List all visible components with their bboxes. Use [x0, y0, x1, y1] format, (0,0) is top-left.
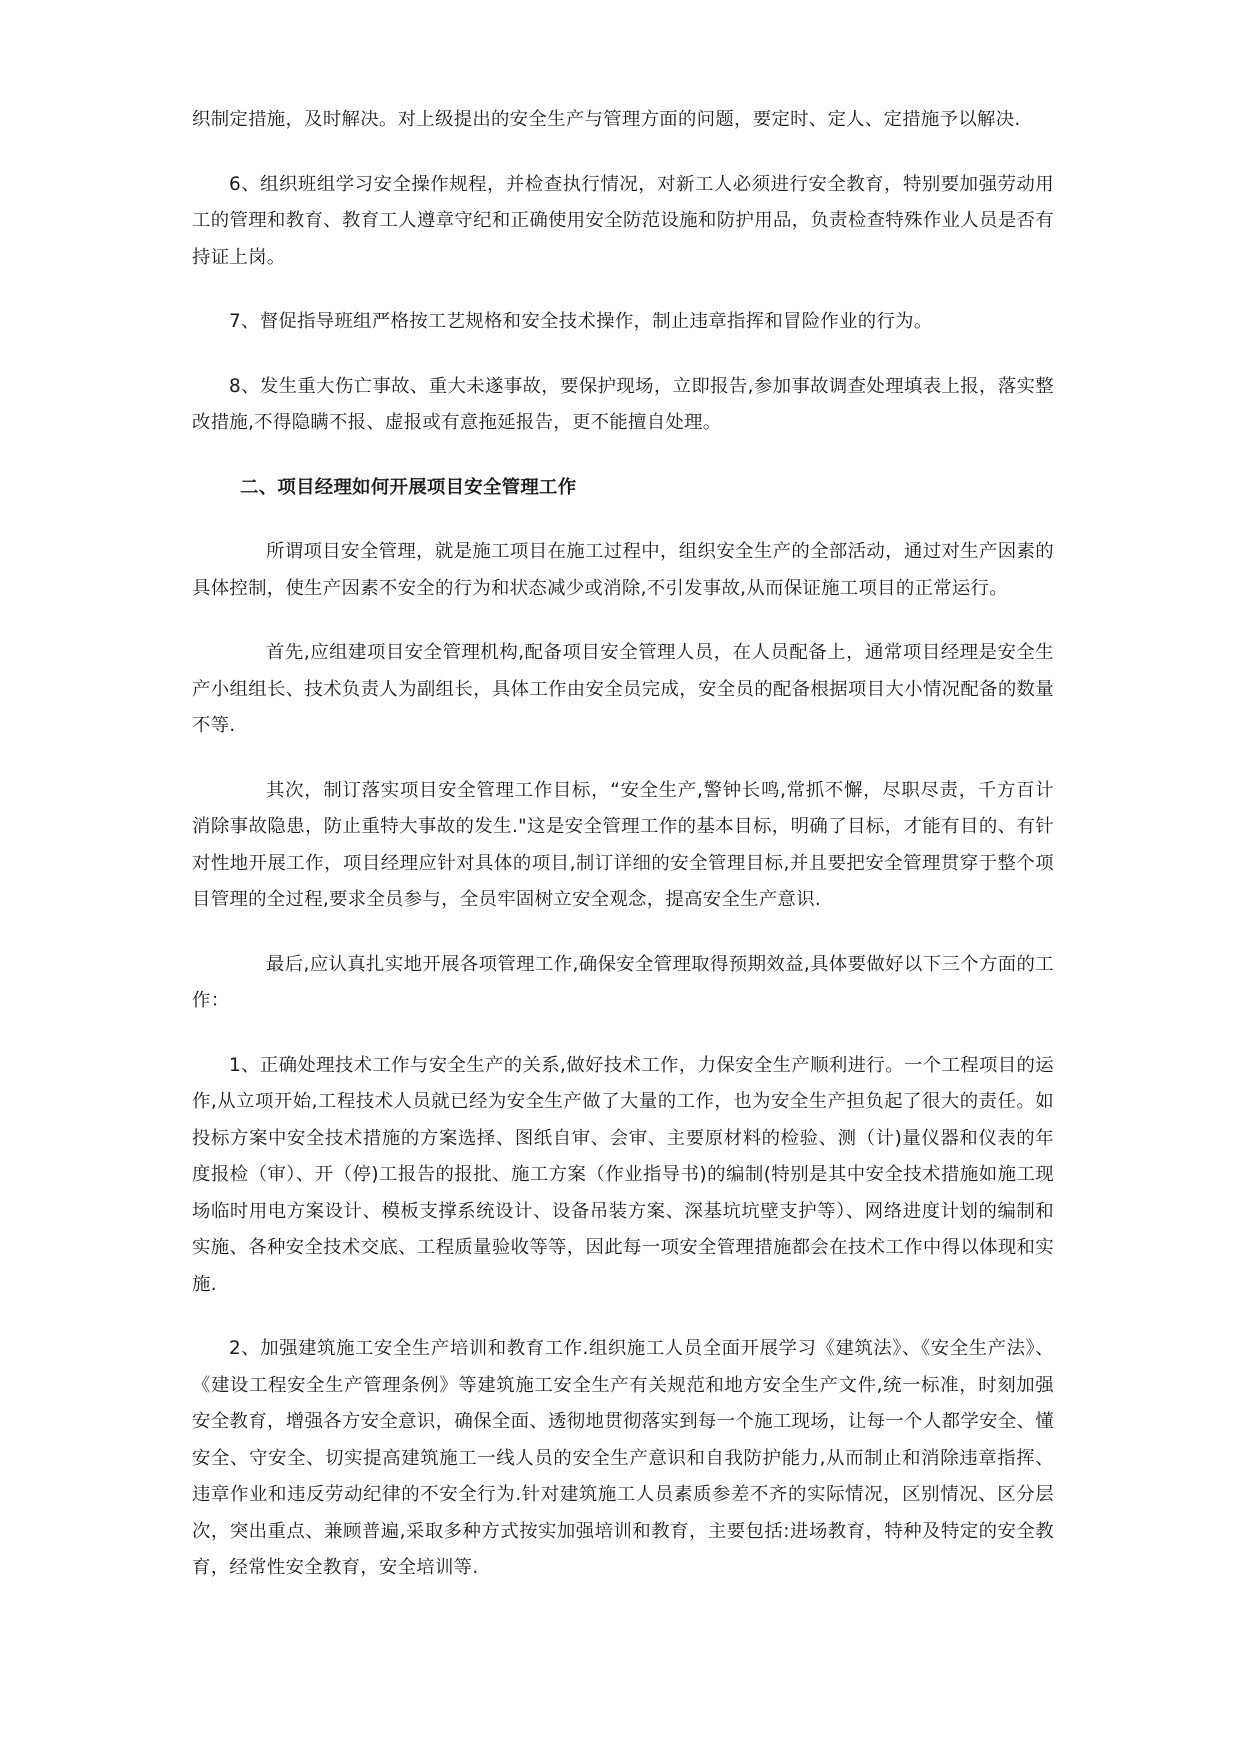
paragraph-task-1: 1、正确处理技术工作与安全生产的关系,做好技术工作，力保安全生产顺利进行。一个工程项目的运作,从立项开始,工程技术人员就已经为安全生产做了大量的工作，也为安全生产担负起了很大的责任。如投标方案中安全技术措施的方案选择、图纸自审、会审、主要原材料的检验、测（计)量仪器和仪表的年度报检（审）、开（停)工报告的报批、施工方案（作业指导书)的编制(特别是其中安全技术措施如施工现场临时用电方案设计、模板支撑系统设计、设备吊装方案、深基坑坑壁支护等）、网络进度计划的编制和实施、各种安全技术交底、工程质量验收等等，因此每一项安全管理措施都会在技术工作中得以体现和实施. — [192, 1054, 1054, 1295]
paragraph-item-6: 6、组织班组学习安全操作规程，并检查执行情况，对新工人必须进行安全教育，特别要加强劳动用工的管理和教育、教育工人遵章守纪和正确使用安全防范设施和防护用品，负责检查特殊作业人员是否有持证上岗。 — [192, 173, 1054, 268]
paragraph-item-8: 8、发生重大伤亡事故、重大未遂事故，要保护现场，立即报告,参加事故调查处理填表上报，落实整改措施,不得隐瞒不报、虚报或有意拖延报告，更不能擅自处理。 — [192, 375, 1054, 433]
paragraph-definition: 所谓项目安全管理，就是施工项目在施工过程中，组织安全生产的全部活动，通过对生产因素的具体控制，使生产因素不安全的行为和状态减少或消除,不引发事故,从而保证施工项目的正常运行。 — [192, 541, 1054, 599]
paragraph-second: 其次，制订落实项目安全管理工作目标，“安全生产,警钟长鸣,常抓不懈，尽职尽责，千方百计消除事故隐患，防止重特大事故的发生."这是安全管理工作的基本目标，明确了目标，才能有目的、有针对性地开展工作，项目经理应针对具体的项目,制订详细的安全管理目标,并且要把安全管理贯穿于整个项目管理的全过程,要求全员参与，全员牢固树立安全观念，提高安全生产意识. — [192, 779, 1054, 910]
section-heading: 二、项目经理如何开展项目安全管理工作 — [240, 476, 577, 498]
paragraph-last: 最后,应认真扎实地开展各项管理工作,确保安全管理取得预期效益,具体要做好以下三个方面的工作： — [192, 953, 1054, 1011]
paragraph-item-7: 7、督促指导班组严格按工艺规格和安全技术操作，制止违章指挥和冒险作业的行为。 — [229, 311, 933, 332]
paragraph-continued: 织制定措施，及时解决。对上级提出的安全生产与管理方面的问题，要定时、定人、定措施予以解决. — [192, 109, 1021, 130]
paragraph-first: 首先,应组建项目安全管理机构,配备项目安全管理人员，在人员配备上，通常项目经理是安全生产小组组长、技术负责人为副组长，具体工作由安全员完成，安全员的配备根据项目大小情况配备的数量不等. — [192, 642, 1054, 736]
paragraph-task-2: 2、加强建筑施工安全生产培训和教育工作.组织施工人员全面开展学习《建筑法》、《安全生产法》、《建设工程安全生产管理条例》等建筑施工安全生产有关规范和地方安全生产文件,统一标准，时刻加强安全教育，增强各方安全意识，确保全面、透彻地贯彻落实到每一个施工现场，让每一个人都学安全、懂安全、守安全、切实提高建筑施工一线人员的安全生产意识和自我防护能力,从而制止和消除违章指挥、违章作业和违反劳动纪律的不安全行为.针对建筑施工人员素质参差不齐的实际情况，区别情况、区分层次，突出重点、兼顾普遍,采取多种方式按实加强培训和教育，主要包括:进场教育，特种及特定的安全教育，经常性安全教育，安全培训等. — [192, 1338, 1054, 1578]
document-page — [192, 102, 1054, 1615]
